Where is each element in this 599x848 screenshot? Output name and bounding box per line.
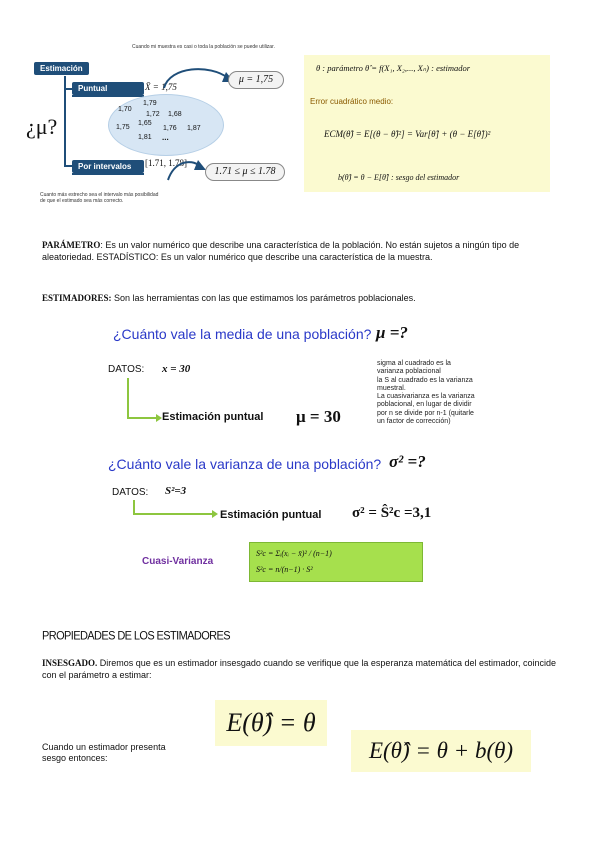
sesgo-text xyxy=(42,742,166,764)
parametro-term: PARÁMETRO xyxy=(42,240,101,250)
note-line: La cuasivarianza es la varianza xyxy=(377,393,475,401)
media-estimation-label: Estimación puntual xyxy=(162,411,264,423)
note-line: por n se divide por n-1 (quitarle xyxy=(377,409,474,417)
intervalos-label: Por intervalos xyxy=(72,160,144,173)
sample-value: 1,79 xyxy=(143,100,157,107)
xbar-value: X̄ = 1,75 xyxy=(145,82,177,92)
note-box xyxy=(377,360,517,426)
sample-value: 1,70 xyxy=(118,106,132,113)
cuasi-formula-2: S²c = n/(n−1) · S² xyxy=(256,565,313,574)
varianza-arrow xyxy=(130,498,220,522)
cuasi-label: Cuasi-Varianza xyxy=(142,556,214,567)
estimator-definition: θ : parámetro θ̂ = f(X₁, X₂,..., Xₙ) : estimador xyxy=(316,63,471,73)
media-question-symbol: μ =? xyxy=(376,323,408,342)
mu-question: ¿μ? xyxy=(26,114,58,139)
estimadores-text: Son las herramientas con las que estimamos los parámetros poblacionales. xyxy=(111,293,416,303)
sesgo-line: sesgo entonces: xyxy=(42,753,108,763)
note-line: la S al cuadrado es la varianza xyxy=(377,376,473,384)
media-arrow xyxy=(124,376,164,424)
sample-value: ... xyxy=(162,133,169,142)
insesgado-text: Diremos que es un estimador insesgado cuando se verifique que la esperanza matemática del estimador, coincide con el parámetro a estimar: xyxy=(42,658,557,680)
sample-value: 1,81 xyxy=(138,134,152,141)
biased-formula: E(θ̂) = θ + b(θ) xyxy=(351,730,531,772)
intervalos-underline xyxy=(72,173,144,175)
caption-line: Cuanto más estrecho sea el intervalo más posibilidad xyxy=(40,192,159,198)
bias-formula: b(θ̂) = θ − E[θ̂] : sesgo del estimador xyxy=(338,173,460,182)
tree-branch-intervalos xyxy=(64,165,72,167)
media-datos-label: DATOS: xyxy=(108,364,145,375)
cuasi-formula-1: S²c = Σᵢ(xᵢ − x̄)² / (n−1) xyxy=(256,549,332,558)
diagram-caption-bottom xyxy=(40,192,158,204)
varianza-estimation-value: σ² = Ŝ²c =3,1 xyxy=(352,505,432,521)
parametro-text: : Es un valor numérico que describe una característica de la población. No están sujetos a ningún tipo de aleatoriedad. ESTADÍSTICO: Es un valor numérico que describe una característica de la muestra. xyxy=(42,240,520,262)
mu-estimate-box: μ = 1,75 xyxy=(228,71,284,89)
caption-line: de que el estimado sea más correcto. xyxy=(40,198,124,204)
interval-value: [1.71, 1.78] xyxy=(145,158,187,168)
varianza-estimation-label: Estimación puntual xyxy=(220,509,322,521)
ecm-formula: ECM(θ̂) = E[(θ − θ̂)²] = Var[θ̂] + (θ − E[θ̂])² xyxy=(324,129,491,139)
sample-value: 1,72 xyxy=(146,111,160,118)
note-line: un factor de corrección) xyxy=(377,418,451,426)
sample-value: 1,76 xyxy=(163,125,177,132)
cuasi-formula-box xyxy=(249,542,423,582)
note-line: varianza poblacional xyxy=(377,368,441,376)
varianza-question: ¿Cuánto vale la varianza de una población? xyxy=(108,456,382,472)
interval-estimate-box: 1.71 ≤ μ ≤ 1.78 xyxy=(205,163,285,181)
media-question: ¿Cuánto vale la media de una población? xyxy=(113,326,372,342)
propiedades-heading: PROPIEDADES DE LOS ESTIMADORES xyxy=(42,629,230,643)
sample-value: 1,87 xyxy=(187,125,201,132)
error-label: Error cuadrático medio: xyxy=(310,97,394,106)
insesgado-term: INSESGADO. xyxy=(42,658,98,668)
note-line: muestral. xyxy=(377,384,406,392)
estimadores-definition xyxy=(42,293,562,303)
puntual-underline xyxy=(72,95,144,97)
media-datos-value: x = 30 xyxy=(162,363,191,375)
sesgo-line: Cuando un estimador presenta xyxy=(42,742,166,752)
varianza-datos-label: DATOS: xyxy=(112,487,149,498)
note-line: poblacional, en lugar de dividir xyxy=(377,401,472,409)
formula-panel xyxy=(304,55,550,192)
tree-branch-puntual xyxy=(64,88,72,90)
note-line: sigma al cuadrado es la xyxy=(377,360,451,367)
unbiased-formula: E(θ̂) = θ xyxy=(215,700,327,746)
diagram-caption-top: Cuando mi muestra es casi o toda la población se puede utilizar. xyxy=(132,44,275,50)
sample-value: 1,75 xyxy=(116,124,130,131)
varianza-datos-value: S²=3 xyxy=(165,485,187,497)
puntual-label: Puntual xyxy=(72,82,144,95)
estimadores-term: ESTIMADORES: xyxy=(42,293,112,303)
parametro-definition xyxy=(42,239,562,263)
sample-value: 1,68 xyxy=(168,111,182,118)
sample-value: 1,65 xyxy=(138,120,152,127)
estimacion-label: Estimación xyxy=(34,62,89,75)
media-estimation-value: μ = 30 xyxy=(296,407,341,426)
varianza-question-symbol: σ² =? xyxy=(389,452,426,471)
insesgado-definition xyxy=(42,657,562,681)
arrow-to-interval xyxy=(164,152,208,188)
